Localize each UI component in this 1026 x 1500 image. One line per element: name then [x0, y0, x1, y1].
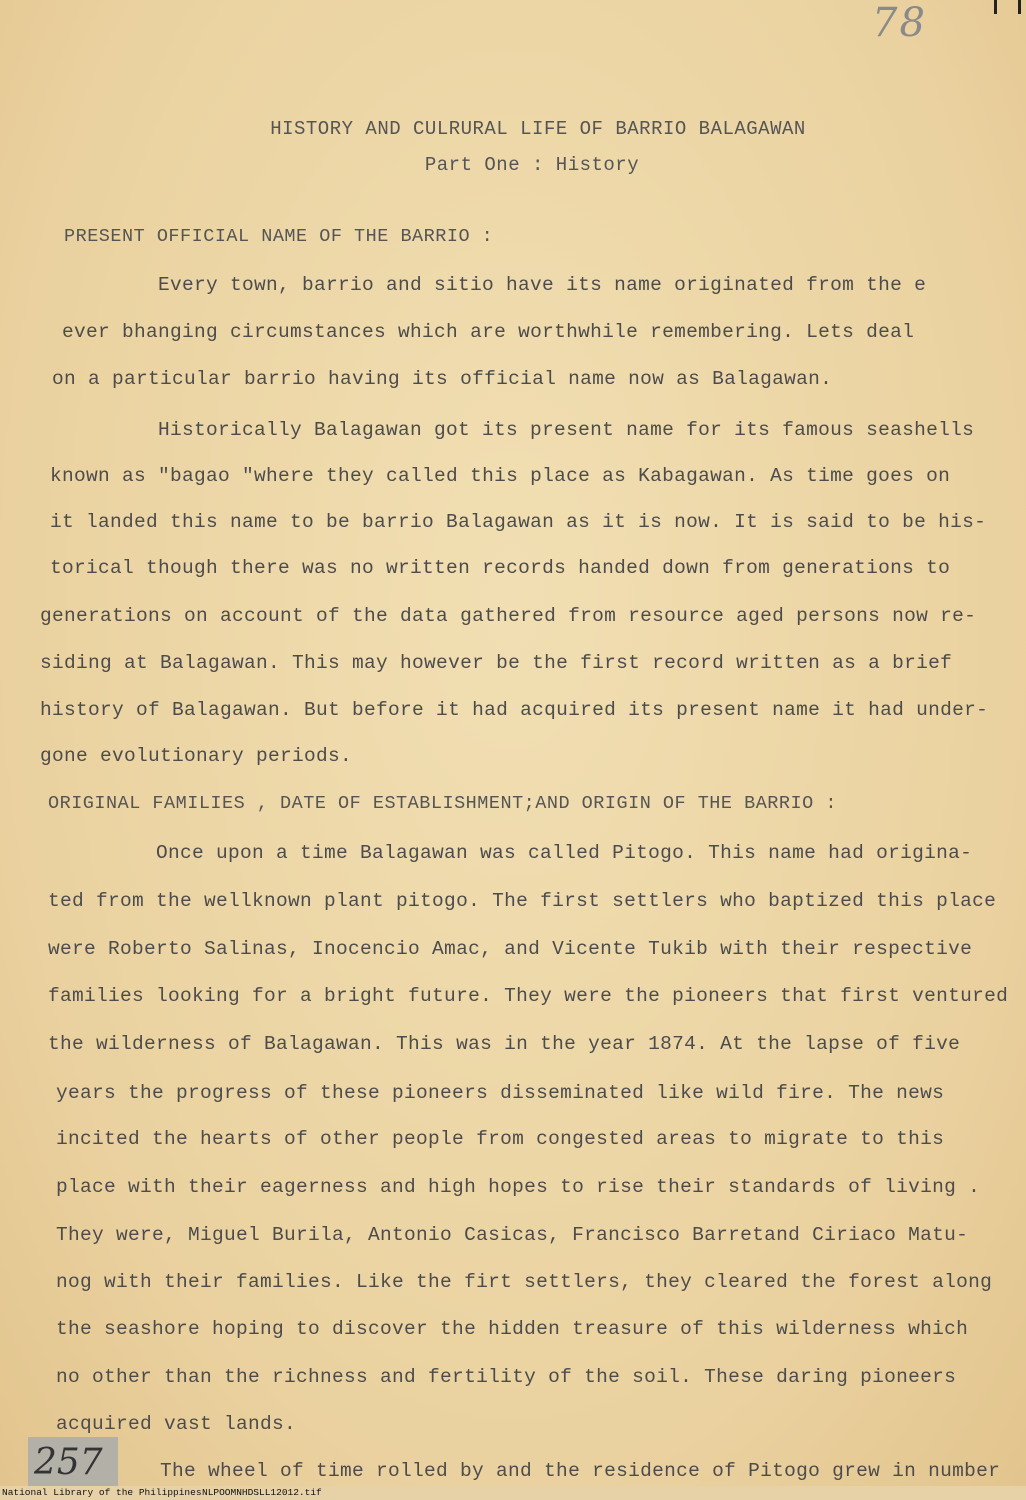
- text-line: families looking for a bright future. They were the pioneers that first ventured: [48, 985, 1009, 1007]
- document-subtitle: Part One : History: [424, 154, 640, 176]
- text-line: history of Balagawan. But before it had acquired its present name it had under-: [40, 699, 989, 721]
- library-credit: National Library of the Philippines: [2, 1487, 202, 1498]
- text-line: ted from the wellknown plant pitogo. The first settlers who baptized this place: [48, 890, 997, 912]
- text-line: years the progress of these pioneers disseminated like wild fire. The news: [56, 1082, 945, 1104]
- text-line: Every town, barrio and sitio have its name originated from the e: [158, 274, 927, 296]
- text-line: on a particular barrio having its official name now as Balagawan.: [52, 368, 833, 390]
- text-line: the seashore hoping to discover the hidden treasure of this wilderness which: [56, 1318, 969, 1340]
- text-line: siding at Balagawan. This may however be the first record written as a brief: [40, 652, 953, 674]
- edge-mark: [994, 0, 997, 14]
- stamp-number: 257: [34, 1442, 103, 1483]
- text-line: torical though there was no written records handed down from generations to: [50, 557, 951, 579]
- handwritten-page-number: 78: [872, 0, 927, 46]
- text-line: Once upon a time Balagawan was called Pitogo. This name had origina-: [156, 842, 973, 864]
- text-line: They were, Miguel Burila, Antonio Casicas, Francisco Barretand Ciriaco Matu-: [56, 1224, 969, 1246]
- text-line: it landed this name to be barrio Balagawan as it is now. It is said to be his-: [50, 511, 987, 533]
- text-line: gone evolutionary periods.: [40, 745, 353, 767]
- text-line: The wheel of time rolled by and the residence of Pitogo grew in number: [160, 1460, 1001, 1482]
- text-line: Historically Balagawan got its present name for its famous seashells: [158, 419, 975, 441]
- document-title: HISTORY AND CULRURAL LIFE OF BARRIO BALAGAWAN: [270, 118, 806, 140]
- text-line: incited the hearts of other people from congested areas to migrate to this: [56, 1128, 945, 1150]
- text-line: place with their eagerness and high hopes to rise their standards of living .: [56, 1176, 981, 1198]
- scan-footer: [0, 1486, 1026, 1500]
- text-line: ever bhanging circumstances which are worthwhile remembering. Lets deal: [62, 321, 915, 343]
- scan-filename: NLPOOMNHDSLL12012.tif: [202, 1487, 322, 1498]
- text-line: generations on account of the data gathered from resource aged persons now re-: [40, 605, 977, 627]
- text-line: known as "bagao "where they called this place as Kabagawan. As time goes on: [50, 465, 951, 487]
- section-heading-original-families: ORIGINAL FAMILIES , DATE OF ESTABLISHMENT;AND ORIGIN OF THE BARRIO :: [48, 793, 837, 814]
- text-line: were Roberto Salinas, Inocencio Amac, and Vicente Tukib with their respective: [48, 938, 973, 960]
- text-line: no other than the richness and fertility of the soil. These daring pioneers: [56, 1366, 957, 1388]
- text-line: the wilderness of Balagawan. This was in the year 1874. At the lapse of five: [48, 1033, 961, 1055]
- text-line: nog with their families. Like the firt settlers, they cleared the forest along: [56, 1271, 993, 1293]
- section-heading-official-name: PRESENT OFFICIAL NAME OF THE BARRIO :: [64, 226, 494, 247]
- text-line: acquired vast lands.: [56, 1413, 297, 1435]
- edge-mark: [1018, 0, 1021, 14]
